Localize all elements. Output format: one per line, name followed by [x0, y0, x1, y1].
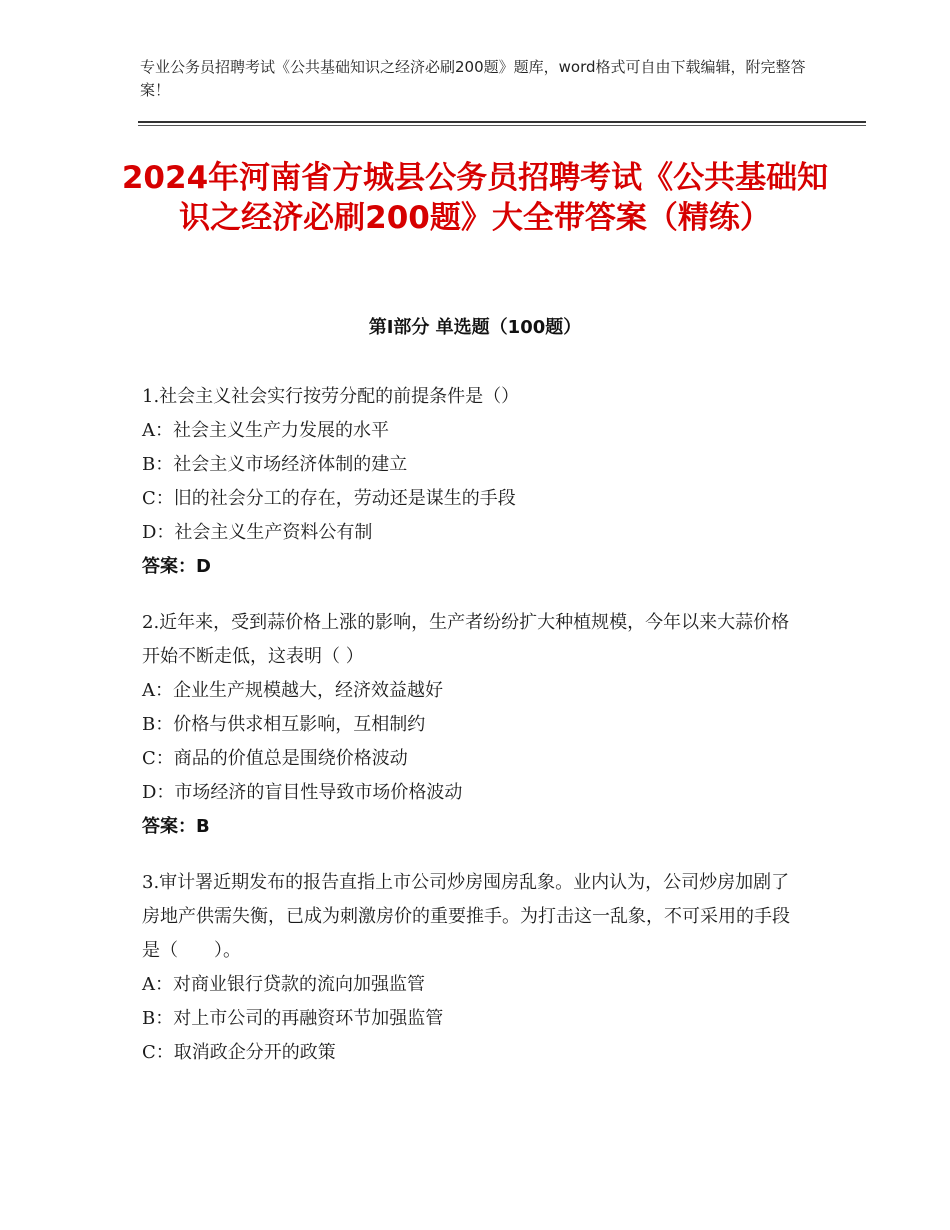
- header-note: 专业公务员招聘考试《公共基础知识之经济必刷200题》题库，word格式可自由下载编辑，附完整答案！: [140, 58, 806, 99]
- question-2: [142, 606, 802, 844]
- option-c: C：商品的价值总是围绕价格波动: [142, 748, 408, 769]
- option-c: C：取消政企分开的政策: [142, 1042, 336, 1063]
- question-list: [142, 380, 802, 1092]
- question-stem: 2.近年来，受到蒜价格上涨的影响，生产者纷纷扩大种植规模，今年以来大蒜价格开始不断走低，这表明（ ）: [142, 612, 790, 667]
- question-3: [142, 866, 802, 1070]
- option-d: D：市场经济的盲目性导致市场价格波动: [142, 782, 463, 803]
- question-stem: 1.社会主义社会实行按劳分配的前提条件是（）: [142, 386, 520, 407]
- header-divider-thin: [138, 125, 866, 126]
- answer: 答案：D: [142, 556, 211, 577]
- option-a: A：对商业银行贷款的流向加强监管: [142, 974, 425, 995]
- answer: 答案：B: [142, 816, 210, 837]
- section-heading: 第Ⅰ部分 单选题（100题）: [368, 317, 582, 338]
- option-c: C：旧的社会分工的存在，劳动还是谋生的手段: [142, 488, 516, 509]
- option-b: B：对上市公司的再融资环节加强监管: [142, 1008, 444, 1029]
- header-divider: [138, 121, 866, 123]
- option-b: B：社会主义市场经济体制的建立: [142, 454, 408, 475]
- option-a: A：企业生产规模越大，经济效益越好: [142, 680, 443, 701]
- option-a: A：社会主义生产力发展的水平: [142, 420, 389, 441]
- document-title: 2024年河南省方城县公务员招聘考试《公共基础知识之经济必刷200题》大全带答案（精练）: [121, 160, 829, 236]
- question-stem: 3.审计署近期发布的报告直指上市公司炒房囤房乱象。业内认为，公司炒房加剧了房地产供需失衡，已成为刺激房价的重要推手。为打击这一乱象，不可采用的手段是（ ）。: [142, 872, 790, 961]
- option-b: B：价格与供求相互影响，互相制约: [142, 714, 426, 735]
- question-1: [142, 380, 802, 584]
- option-d: D：社会主义生产资料公有制: [142, 522, 373, 543]
